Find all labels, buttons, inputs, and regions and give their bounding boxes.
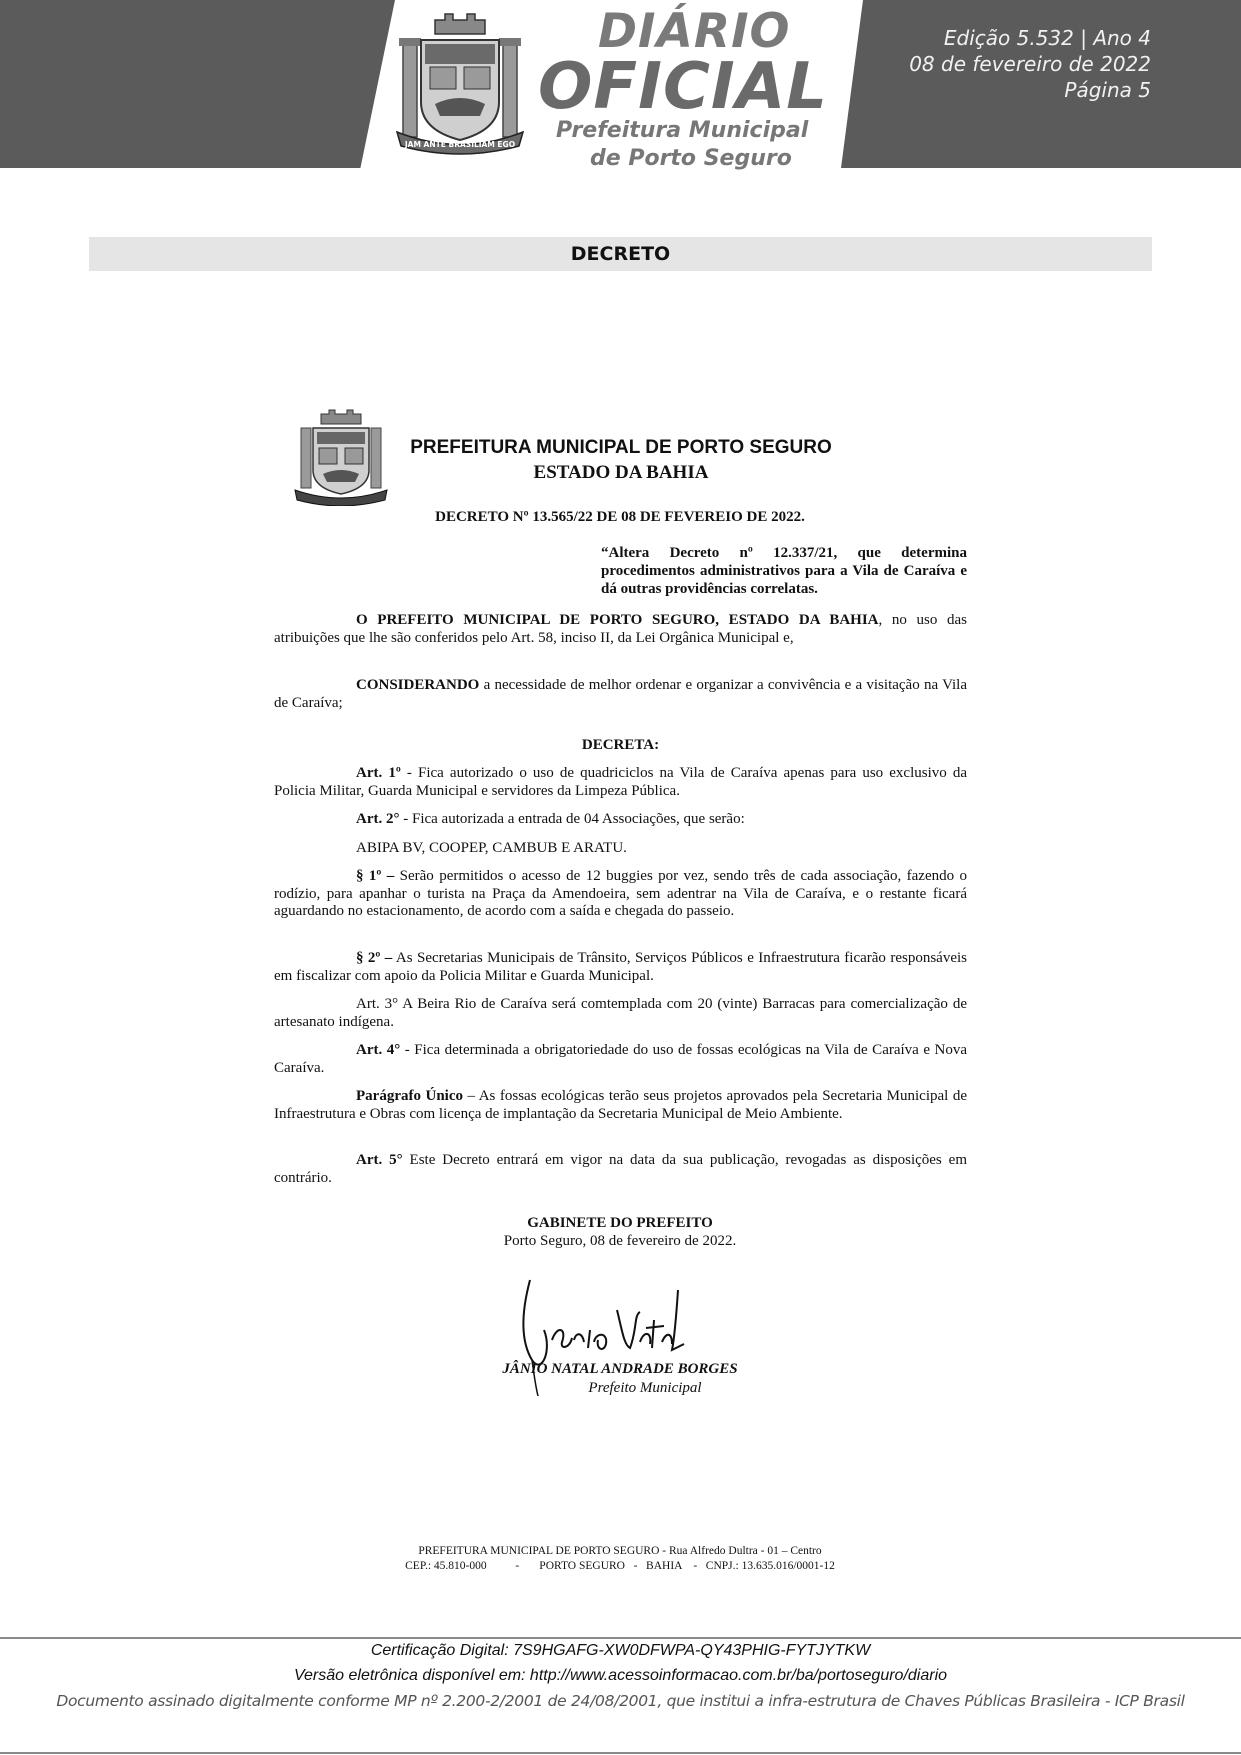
- article-2: Art. 2° - Fica autorizada a entrada de 04 Associações, que serão:: [356, 811, 745, 827]
- article-3: Art. 3° A Beira Rio de Caraíva será comtemplada com 20 (vinte) Barracas para comercialização de artesanato indígena.: [274, 996, 967, 1030]
- footer-divider-top: [0, 1637, 1241, 1639]
- decree-summary: “Altera Decreto nº 12.337/21, que determina procedimentos administrativos para a Vila de Caraíva e dá outras providências correlatas.: [601, 545, 967, 597]
- decree-crest-logo: [293, 408, 389, 506]
- signer-name: JÂNIO NATAL ANDRADE BORGES: [502, 1361, 738, 1377]
- page-number: Página 5: [1064, 78, 1151, 102]
- paragraph-2: § 2º – As Secretarias Municipais de Trânsito, Serviços Públicos e Infraestrutura ficarão responsáveis em fiscalizar com apoio da Policia Militar e Guarda Municipal.: [274, 950, 967, 984]
- section-title: DECRETO: [89, 237, 1152, 271]
- brand-prefeitura: Prefeitura Municipal: [556, 118, 809, 143]
- brand-oficial: OFICIAL: [538, 50, 829, 124]
- municipal-crest-logo: [395, 12, 525, 157]
- edition-label: Edição 5.532 | Ano 4: [943, 26, 1151, 50]
- digital-certificate: Certificação Digital: 7S9HGAFG-XW0DFWPA-QY43PHIG-FYTJYTKW: [370, 1642, 871, 1659]
- paragraph-1: § 1º – Serão permitidos o acesso de 12 buggies por vez, sendo três de cada associação, fazendo o rodízio, para apanhar o turista na Praça da Amendoeira, sem adentrar na Vila de Caraíva, e o restante ficará aguardando no estacionamento, de acordo com a saída e chegada do passeio.: [274, 868, 968, 919]
- preamble-paragraph: O PREFEITO MUNICIPAL DE PORTO SEGURO, ESTADO DA BAHIA, no uso das atribuições que lhe são conferidos pelo Art. 58, inciso II, da Lei Orgânica Municipal e,: [274, 612, 967, 646]
- org-state: ESTADO DA BAHIA: [533, 462, 709, 483]
- article-4: Art. 4° - Fica determinada a obrigatoriedade do uso de fossas ecológicas na Vila de Caraíva e Nova Caraíva.: [274, 1042, 968, 1076]
- footer-divider-bottom: [0, 1752, 1241, 1754]
- gazette-header: [0, 0, 1241, 170]
- brand-diario: DIÁRIO: [598, 4, 791, 59]
- article-1: Art. 1º - Fica autorizado o uso de quadriciclos na Vila de Caraíva apenas para uso exclusivo da Policia Militar, Guarda Municipal e servidores da Limpeza Pública.: [274, 765, 968, 799]
- brand-city: de Porto Seguro: [590, 146, 792, 171]
- header-left-band: [0, 0, 395, 168]
- edition-date: 08 de fevereiro de 2022: [909, 52, 1151, 76]
- address-line-2: CEP.: 45.810-000 - PORTO SEGURO - BAHIA - CNPJ.: 13.635.016/0001-12: [405, 1560, 835, 1572]
- place-date: Porto Seguro, 08 de fevereiro de 2022.: [503, 1233, 737, 1249]
- electronic-version: Versão eletrônica disponível em: http://www.acessoinformacao.com.br/ba/portoseguro/diario: [293, 1667, 948, 1684]
- signed-notice: Documento assinado digitalmente conforme MP nº 2.200-2/2001 de 24/08/2001, que institui a infra-estrutura de Chaves Públicas Brasileira - ICP Brasil: [56, 1692, 1185, 1710]
- decree-number: DECRETO Nº 13.565/22 DE 08 DE FEVEREIO DE 2022.: [435, 509, 805, 525]
- cabinet-heading: GABINETE DO PREFEITO: [527, 1215, 713, 1231]
- svg-text:JAM ANTE BRASILIAM EGO: JAM ANTE BRASILIAM EGO: [404, 140, 516, 149]
- org-title: PREFEITURA MUNICIPAL DE PORTO SEGURO: [410, 437, 832, 458]
- signer-role: Prefeito Municipal: [588, 1380, 702, 1396]
- association-list: ABIPA BV, COOPEP, CAMBUB E ARATU.: [356, 840, 627, 856]
- article-5: Art. 5° Este Decreto entrará em vigor na data da sua publicação, revogadas as disposições em contrário.: [274, 1152, 967, 1186]
- decreta-heading: DECRETA:: [581, 737, 660, 753]
- address-line-1: PREFEITURA MUNICIPAL DE PORTO SEGURO - Rua Alfredo Dultra - 01 – Centro: [418, 1545, 822, 1557]
- sole-paragraph: Parágrafo Único – As fossas ecológicas terão seus projetos aprovados pela Secretaria Municipal de Infraestrutura e Obras com licença de implantação da Secretaria Municipal de Meio Ambiente.: [274, 1088, 967, 1122]
- considering-paragraph: CONSIDERANDO a necessidade de melhor ordenar e organizar a convivência e a visitação na Vila de Caraíva;: [274, 677, 967, 711]
